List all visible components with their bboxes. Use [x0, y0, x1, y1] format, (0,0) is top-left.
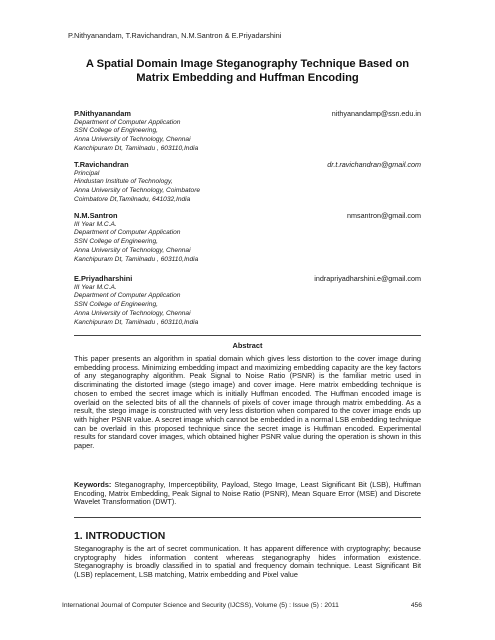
footer-journal: International Journal of Computer Science and Security (IJCSS), Volume (5) : Issue (5) : 2011 [62, 602, 339, 609]
author-affiliation-line: SSN College of Engineering, [74, 238, 158, 246]
author-email[interactable]: nmsantron@gmail.com [346, 211, 421, 220]
author-affiliation-line: Hindustan Institute of Technology, [74, 178, 173, 186]
abstract-heading: Abstract [232, 341, 263, 350]
author-name: E.Priyadharshini [74, 274, 133, 283]
author-affiliation-line: Department of Computer Application [74, 118, 181, 126]
author-email[interactable]: indrapriyadharshini.e@gmail.com [314, 274, 421, 283]
author-affiliation-line: Kanchipuram Dt, Tamilnadu , 603110,India [74, 318, 199, 326]
author-affiliation-line: Anna University of Technology, Chennai [74, 309, 191, 317]
page-footer [62, 602, 422, 609]
keywords-label: Keywords: [74, 480, 112, 489]
keywords-text: Steganography, Imperceptibility, Payload, Stego Image, Least Significant Bit (LSB), Huffman Encoding, Matrix Embedding, Peak Signal to Noise Ratio (PSNR), Mean Square Error (MSE) and Discrete Wavelet Transformation (DWT). [74, 480, 421, 507]
author-name: T.Ravichandran [74, 160, 129, 169]
author-block-1 [74, 110, 421, 154]
divider-above-abstract [74, 335, 421, 336]
author-affiliation-line: Coimbatore Dt,Tamilnadu, 641032,India [74, 195, 191, 203]
author-email[interactable]: nithyanandamp@ssn.edu.in [331, 109, 421, 118]
keywords-paragraph [74, 481, 421, 507]
author-affiliation-line: Department of Computer Application [74, 229, 181, 237]
paper-title [40, 57, 455, 85]
author-affiliation-line: III Year M.C.A. [74, 283, 117, 291]
author-affiliation-line: SSN College of Engineering, [74, 127, 158, 135]
author-block-4 [74, 275, 421, 327]
author-affiliation-line: SSN College of Engineering, [74, 301, 158, 309]
footer-page-number: 456 [410, 602, 422, 609]
author-affiliation-line: III Year M.C.A. [74, 220, 117, 228]
author-affiliation-line: Principal [74, 169, 100, 177]
divider-below-keywords [74, 517, 421, 518]
author-affiliation-line: Anna University of Technology, Chennai [74, 136, 191, 144]
author-affiliation-line: Kanchipuram Dt, Tamilnadu , 603110,India [74, 255, 199, 263]
author-affiliation-line: Anna University of Technology, Coimbatore [74, 187, 201, 195]
title-line-2: Matrix Embedding and Huffman Encoding [136, 72, 359, 84]
author-block-3 [74, 212, 421, 264]
author-name: P.Nithyanandam [74, 109, 131, 118]
title-line-1: A Spatial Domain Image Steganography Technique Based on [85, 58, 410, 70]
author-email[interactable]: dr.t.ravichandran@gmail.com [327, 160, 421, 169]
author-name: N.M.Santron [74, 211, 118, 220]
author-block-2 [74, 161, 421, 205]
author-affiliation-line: Department of Computer Application [74, 292, 181, 300]
running-head: P.Nithyanandam, T.Ravichandran, N.M.Santron & E.Priyadarshini [68, 31, 282, 40]
abstract-body: This paper presents an algorithm in spatial domain which gives less distortion to the cover image during embedding process. Minimizing embedding impact and maximizing embedding capacity are the key factors of any steganography algorithm. Peak Signal to Noise Ratio (PSNR) is the familiar metric used in discriminating the distorted image (stego image) and cover image. Here matrix embedding technique is chosen to embed the secret image which is initially Huffman encoded. The Huffman encoded image is overlaid on the selected bits of all the channels of pixels of cover image through matrix embedding. As a result, the stego image is constructed with very less distortion when compared to the cover image ends up with higher PSNR value. A secret image which cannot be embedded in a normal LSB embedding technique can be overlaid in this proposed technique since the secret image is Huffman encoded. Experimental results for standard cover images, which obtained higher PSNR value during the operation is shown in this paper. [74, 354, 421, 451]
introduction-body: Steganography is the art of secret communication. It has apparent difference with cryptography; because cryptography hides information content whereas steganography hides information existence. Steganography is broadly classified in to spatial and frequency domain technique. Least Significant Bit (LSB) replacement, LSB matching, Matrix embedding and Pixel value [74, 544, 421, 580]
author-affiliation-line: Kanchipuram Dt, Tamilnadu , 603110,India [74, 144, 199, 152]
author-affiliation-line: Anna University of Technology, Chennai [74, 246, 191, 254]
section-heading-introduction: 1. INTRODUCTION [74, 531, 166, 542]
